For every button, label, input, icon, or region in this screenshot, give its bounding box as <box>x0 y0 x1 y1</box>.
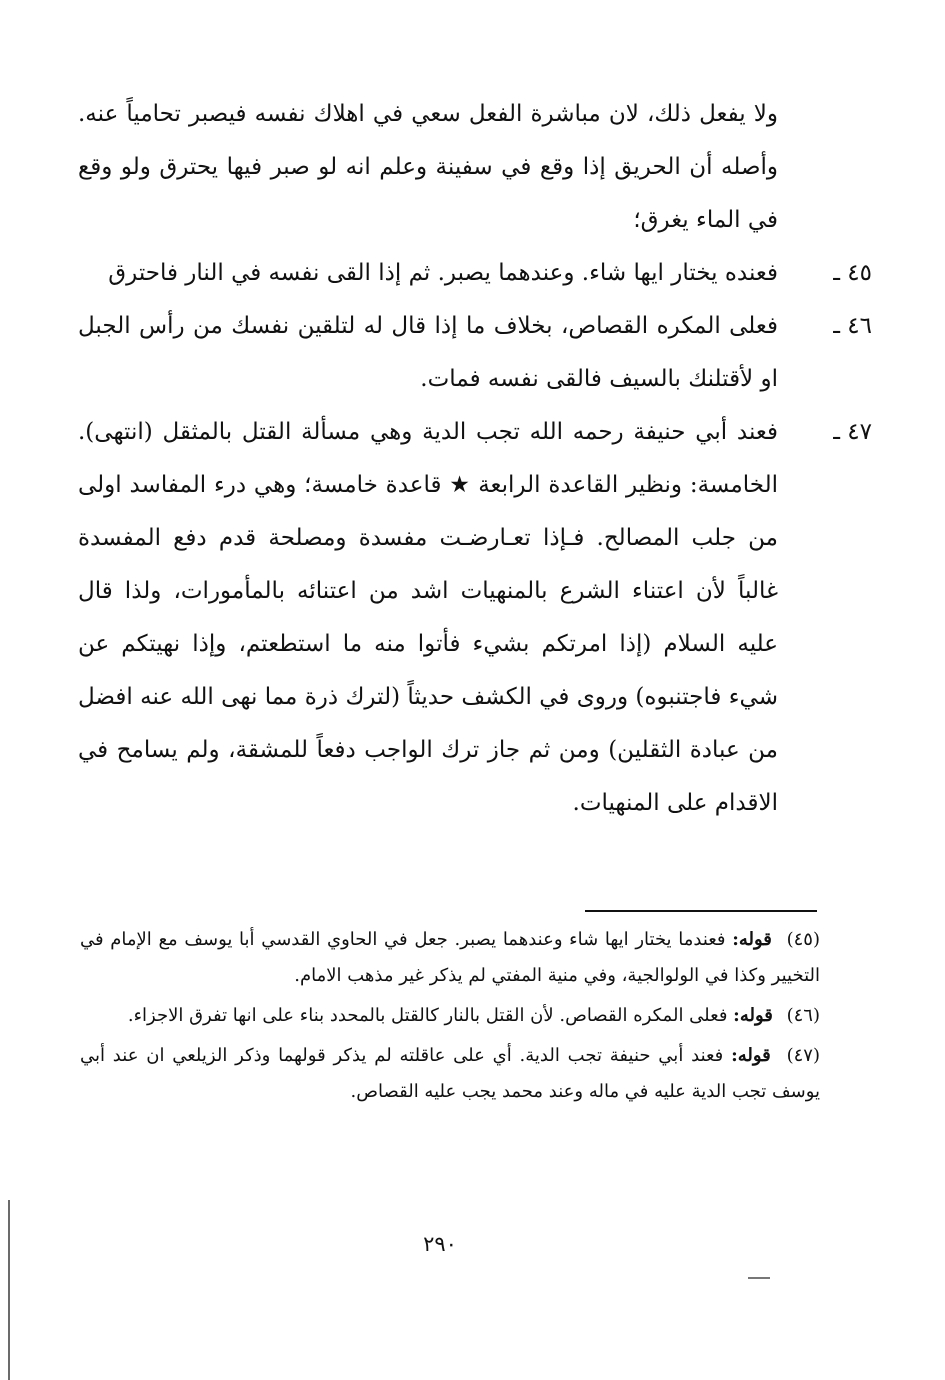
entry-number: ٤٧ ـ <box>833 419 872 445</box>
entry-46 <box>78 300 872 406</box>
entry-47 <box>78 406 872 830</box>
entry-text: فعند أبي حنيفة رحمه الله تجب الدية وهي مسألة القتل بالمثقل (انتهى). الخامسة: ونظير القاعدة الرابعة ★ قاعدة خامسة؛ وهي درء المفاسد اولى من جلب المصالح. فـإذا تعـارضـت مفسدة ومصلحة قدم دفع المفسدة غالباً لأن اعتناء الشرع بالمنهيات اشد من اعتنائه بالمأمورات، ولذا قال عليه السلام (إذا امرتكم بشيء فأتوا منه ما استطعتم، وإذا نهيتكم عن شيء فاجتنبوه) وروى في الكشف حديثاً (لترك ذرة مما نهى الله عنه افضل من عبادة الثقلين) ومن ثم جاز ترك الواجب دفعاً للمشقة، ولم يسامح في الاقدام على المنهيات. <box>78 419 778 816</box>
footnote-46 <box>80 998 820 1034</box>
entry-number: ٤٥ ـ <box>833 260 872 286</box>
page-number: ٢٩٠ <box>423 1232 457 1256</box>
footnote-separator <box>585 910 817 912</box>
footnote-number: (٤٧) <box>786 1045 820 1066</box>
footnote-45 <box>80 922 820 994</box>
entry-45 <box>78 247 872 300</box>
main-text <box>78 88 872 830</box>
footnotes <box>80 922 820 1114</box>
entry-text: فعنده يختار ايها شاء. وعندهما يصبر. ثم إذا القى نفسه في النار فاحترق <box>108 260 778 286</box>
entry-text: فعلى المكره القصاص، بخلاف ما إذا قال له لتلقين نفسك من رأس الجبل او لأقتلنك بالسيف فالقى نفسه فمات. <box>78 313 778 392</box>
footnote-text: فعندما يختار ايها شاء وعندهما يصبر. جعل في الحاوي القدسي أبا يوسف مع الإمام في التخيير وكذا في الولوالجية، وفي منية المفتي لم يذكر غير مذهب الامام. <box>80 929 820 986</box>
footnote-text: فعند أبي حنيفة تجب الدية. أي على عاقلته لم يذكر قولهما وذكر الزيلعي ان عند أبي يوسف تجب الدية عليه في ماله وعند محمد يجب عليه القصاص. <box>80 1045 820 1102</box>
intro-paragraph: ولا يفعل ذلك، لان مباشرة الفعل سعي في اهلاك نفسه فيصبر تحامياً عنه. وأصله أن الحريق إذا وقع في سفينة وعلم انه لو صبر فيها يحترق ولو وقع في الماء يغرق؛ <box>78 101 778 233</box>
bottom-mark <box>748 1277 770 1279</box>
footnote-number: (٤٦) <box>786 1005 820 1026</box>
footnote-47 <box>80 1038 820 1110</box>
footnote-lead: قوله: <box>732 929 772 950</box>
footnote-text: فعلى المكره القصاص. لأن القتل بالنار كالقتل بالمحدد بناء على انها تفرق الاجزاء. <box>127 1005 728 1026</box>
footnote-lead: قوله: <box>733 1005 773 1026</box>
footnote-lead: قوله: <box>731 1045 771 1066</box>
entry-number: ٤٦ ـ <box>833 313 872 339</box>
footnote-number: (٤٥) <box>786 929 820 950</box>
scan-edge-line <box>8 1200 10 1380</box>
